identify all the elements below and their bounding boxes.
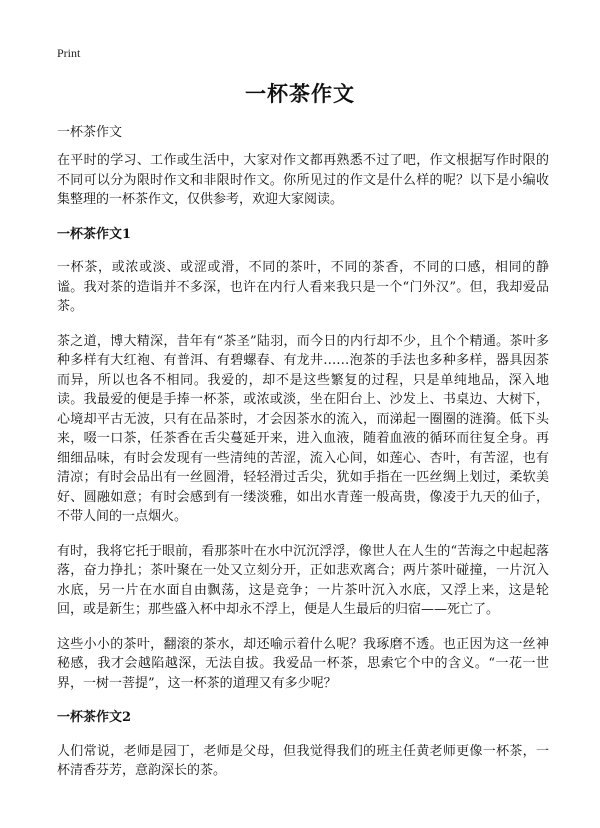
section-heading: 一杯茶作文2 [57, 710, 132, 725]
paragraph: 有时，我将它托于眼前，看那茶叶在水中沉沉浮浮，像世人在人生的“苦海之中起起落落，奋力挣扎；茶叶聚在一处又立刻分开，正如悲欢离合；两片茶叶碰撞，一片沉入水底，另一片在水面自由飘荡，这是竞争；一片茶叶沉入水底，又浮上来，这是轮回，或是新生；那些盛入杯中却永不浮上，便是人生最后的归宿——死亡了。 [57, 543, 549, 617]
intro-paragraph: 在平时的学习、工作或生活中，大家对作文都再熟悉不过了吧，作文根据写作时限的不同可以分为限时作文和非限时作文。你所见过的作文是什么样的呢？以下是小编收集整理的一杯茶作文，仅供参考，欢迎大家阅读。 [57, 153, 549, 207]
paragraph: 一杯茶，或浓或淡、或涩或滑，不同的茶叶，不同的茶香，不同的口感，相同的静谧。我对茶的造诣并不多深，也许在内行人看来我只是一个“门外汉”。但，我却爱品茶。 [57, 260, 549, 314]
print-label: Print [57, 46, 81, 60]
article-body [57, 151, 549, 796]
section-heading: 一杯茶作文1 [57, 226, 132, 242]
page-title: 一杯茶作文 [245, 81, 355, 106]
document-subtitle: 一杯茶作文 [57, 125, 123, 140]
paragraph: 这些小小的茶叶，翻滚的茶水，却还喻示着什么呢？我琢磨不透。也正因为这一丝神秘感，我才会越陷越深，无法自拔。我爱品一杯茶，思索它个中的含义。“一花一世界，一树一菩提”，这一杯茶的道理又有多少呢？ [57, 636, 549, 691]
paragraph: 人们常说，老师是园丁，老师是父母，但我觉得我们的班主任黄老师更像一杯茶，一杯清香芬芳，意韵深长的茶。 [57, 743, 549, 778]
paragraph: 茶之道，博大精深，昔年有“茶圣”陆羽，而今日的内行却不少，且个个精通。茶叶多种多样有大红袍、有普洱、有碧螺春、有龙井……泡茶的手法也多种多样，器具因茶而异，所以也各不相同。我爱的，却不是这些繁复的过程，只是单纯地品，深入地读。我最爱的便是手捧一杯茶，或浓或淡，坐在阳台上、沙发上、书桌边、大树下，心境却平古无波，只有在品茶时，才会因茶水的流入，而涕起一圈圈的涟漪。低下头来，啜一口茶，任茶香在舌尖蔓延开来，进入血液，随着血液的循环而往复全身。再细细品味，有时会发现有一些清纯的苦涩，流入心间，如莲心、杏叶，有苦涩，也有清凉；有时会品出有一丝圆滑，轻轻滑过舌尖，犹如手指在一匹丝绸上划过，柔软美好、圆融如意；有时会感到有一缕淡雅，如出水青莲一般高贵，像凌于九天的仙子，不带人间的一点烟火。 [57, 333, 549, 524]
